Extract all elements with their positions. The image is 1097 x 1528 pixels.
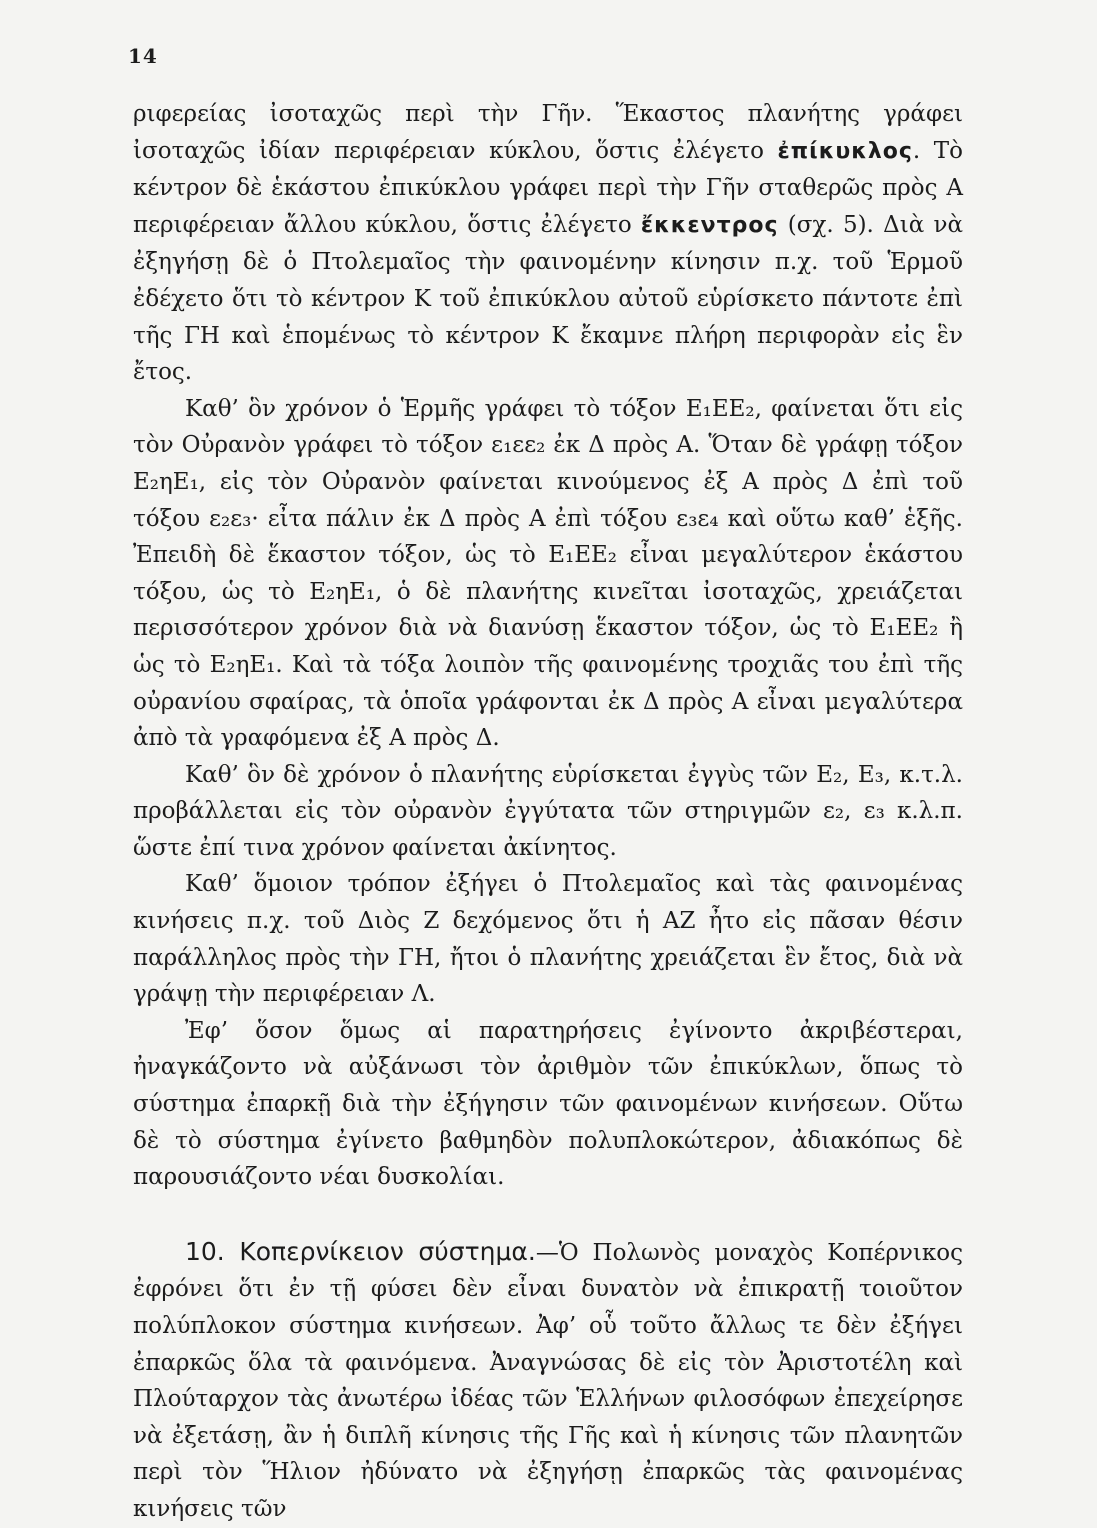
term-ekkentros: ἔκκεντρος xyxy=(640,212,779,238)
paragraph-mercury-arcs xyxy=(133,391,963,757)
text-run: —Ὁ Πολωνὸς μοναχὸς Κοπέρνικος ἐφρόνει ὅτι ἐν τῇ φύσει δὲν εἶναι δυνατὸν νὰ ἐπικρατῇ τοιοῦτον πολύπλοκον σύστημα κινήσεων. Ἀφ’ οὗ τοῦτο ἄλλως τε δὲν ἐξήγει ἐπαρκῶς ὅλα τὰ φαινόμενα. Ἀναγνώσας δὲ εἰς τὸν Ἀριστοτέλη καὶ Πλούταρχον τὰς ἀνωτέρω ἰδέας τῶν Ἑλλήνων φιλοσόφων ἐπεχείρησε νὰ ἐξετάσῃ, ἂν ἡ διπλῆ κίνησις τῆς Γῆς καὶ ἡ κίνησις τῶν πλανητῶν περὶ τὸν Ἥλιον ἠδύνατο νὰ ἐξηγήσῃ ἐπαρκῶς τὰς φαινομένας κινήσεις τῶν xyxy=(133,1239,963,1522)
paragraph-stationary xyxy=(133,757,963,867)
page-number: 14 xyxy=(128,44,158,68)
section-heading: 10. Κοπερνίκειον σύστημα. xyxy=(185,1236,536,1266)
text-run: Καθ’ ὅμοιον τρόπον ἐξήγει ὁ Πτολεμαῖος καὶ τὰς φαινομένας κινήσεις π.χ. τοῦ Διὸς Ζ δεχόμενος ὅτι ἡ ΑΖ ἦτο εἰς πᾶσαν θέσιν παράλληλος πρὸς τὴν ΓΗ, ἤτοι ὁ πλανήτης χρειάζεται ἓν ἔτος, διὰ νὰ γράψῃ τὴν περιφέρειαν Λ. xyxy=(133,871,963,1008)
text-run: Καθ’ ὃν χρόνον ὁ Ἑρμῆς γράφει τὸ τόξον Ε₁ΕΕ₂, φαίνεται ὅτι εἰς τὸν Οὐρανὸν γράφει τὸ τόξον ε₁εε₂ ἐκ Δ πρὸς Α. Ὅταν δὲ γράφῃ τόξον Ε₂ηΕ₁, εἰς τὸν Οὐρανὸν φαίνεται κινούμενος ἐξ Α πρὸς Δ ἐπὶ τοῦ τόξου ε₂ε₃· εἶτα πάλιν ἐκ Δ πρὸς Α ἐπὶ τόξου ε₃ε₄ καὶ οὕτω καθ’ ἑξῆς. Ἐπειδὴ δὲ ἕκαστον τόξον, ὡς τὸ Ε₁ΕΕ₂ εἶναι μεγαλύτερον ἑκάστου τόξου, ὡς τὸ Ε₂ηΕ₁, ὁ δὲ πλανήτης κινεῖται ἰσοταχῶς, χρειάζεται περισσότερον χρόνον διὰ νὰ διανύσῃ ἕκαστον τόξον, ὡς τὸ Ε₁ΕΕ₂ ἢ ὡς τὸ Ε₂ηΕ₁. Καὶ τὰ τόξα λοιπὸν τῆς φαινομένης τροχιᾶς του ἐπὶ τῆς οὐρανίου σφαίρας, τὰ ὁποῖα γράφονται ἐκ Δ πρὸς Α εἶναι μεγαλύτερα ἀπὸ τὰ γραφόμενα ἐξ Α πρὸς Δ. xyxy=(133,395,963,752)
paragraph-jupiter xyxy=(133,866,963,1012)
paragraph-copernican-system xyxy=(133,1234,963,1528)
body-text xyxy=(133,96,963,1528)
paragraph-epicycle xyxy=(133,96,963,391)
text-run: Ἐφ’ ὅσον ὅμως αἱ παρατηρήσεις ἐγίνοντο ἀκριβέστεραι, ἠναγκάζοντο νὰ αὐξάνωσι τὸν ἀριθμὸν τῶν ἐπικύκλων, ὅπως τὸ σύστημα ἐπαρκῇ διὰ τὴν ἐξήγησιν τῶν φαινομένων κινήσεων. Οὕτω δὲ τὸ σύστημα ἐγίνετο βαθμηδὸν πολυπλοκώτερον, ἀδιακόπως δὲ παρουσιάζοντο νέαι δυσκολίαι. xyxy=(133,1017,963,1191)
text-run: . Τὸ κέντρον δὲ ἑκάστου ἐπικύκλου γράφει περὶ τὴν Γῆν σταθερῶς πρὸς Α περιφέρειαν ἄλλου κύκλου, ὅστις ἐλέγετο xyxy=(133,137,963,238)
term-epikyklos: ἐπίκυκλος xyxy=(777,138,913,164)
paragraph-complexity xyxy=(133,1013,963,1196)
text-run: Καθ’ ὃν δὲ χρόνον ὁ πλανήτης εὑρίσκεται ἐγγὺς τῶν Ε₂, Ε₃, κ.τ.λ. προβάλλεται εἰς τὸν οὐρανὸν ἐγγύτατα τῶν στηριγμῶν ε₂, ε₃ κ.λ.π. ὥστε ἐπί τινα χρόνον φαίνεται ἀκίνητος. xyxy=(133,761,963,861)
text-run: ριφερείας ἰσοταχῶς περὶ τὴν Γῆν. Ἕκαστος πλανήτης γράφει ἰσοταχῶς ἰδίαν περιφέρειαν κύκλου, ὅστις ἐλέγετο xyxy=(133,101,963,164)
text-run: (σχ. 5). Διὰ νὰ ἐξηγήσῃ δὲ ὁ Πτολεμαῖος τὴν φαινομένην κίνησιν π.χ. τοῦ Ἑρμοῦ ἐδέχετο ὅτι τὸ κέντρον Κ τοῦ ἐπικύκλου αὐτοῦ εὑρίσκετο πάντοτε ἐπὶ τῆς ΓΗ καὶ ἑπομένως τὸ κέντρον Κ ἔκαμνε πλήρη περιφορὰν εἰς ἓν ἔτος. xyxy=(133,211,963,386)
